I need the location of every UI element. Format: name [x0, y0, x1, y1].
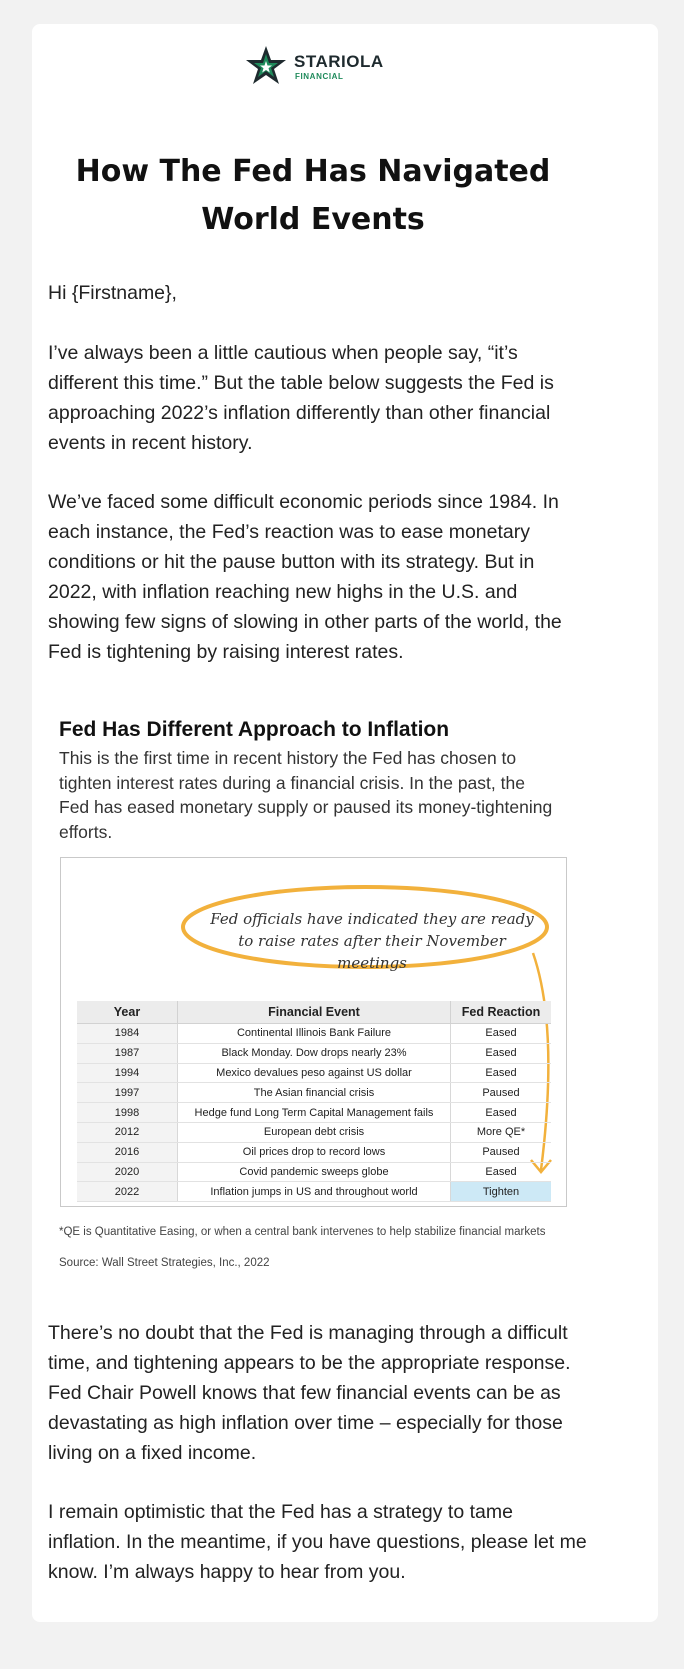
events-table	[77, 1001, 551, 1202]
col-year: Year	[77, 1001, 178, 1024]
col-event: Financial Event	[178, 1001, 451, 1024]
table-row	[77, 1063, 551, 1083]
cell-event: European debt crisis	[178, 1122, 451, 1142]
cell-year: 1998	[77, 1103, 178, 1123]
table-row	[77, 1043, 551, 1063]
cell-year: 2020	[77, 1162, 178, 1182]
greeting: Hi {Firstname},	[48, 282, 177, 304]
col-reaction: Fed Reaction	[451, 1001, 552, 1024]
cell-reaction: More QE*	[451, 1122, 552, 1142]
table-row	[77, 1122, 551, 1142]
cell-reaction: Eased	[451, 1162, 552, 1182]
paragraph-closing: I remain optimistic that the Fed has a strategy to tame inflation. In the meantime, if you have questions, please let me know. I’m always happy to hear from you.	[48, 1501, 587, 1583]
paragraph-history: We’ve faced some difficult economic periods since 1984. In each instance, the Fed’s reaction was to ease monetary conditions or hit the pause button with its strategy. But in 2022, with inflation reaching new highs in the U.S. and showing few signs of slowing in other parts of the world, the Fed is tightening by raising interest rates.	[48, 491, 562, 663]
cell-year: 2012	[77, 1122, 178, 1142]
figure-panel	[60, 857, 567, 1207]
cell-event: Inflation jumps in US and throughout world	[178, 1182, 451, 1202]
callout-text: Fed officials have indicated they are ready to raise rates after their November meetings	[210, 910, 534, 972]
figure-footnote: *QE is Quantitative Easing, or when a central bank intervenes to help stabilize financial markets	[59, 1226, 546, 1238]
table-row	[77, 1142, 551, 1162]
cell-event: Covid pandemic sweeps globe	[178, 1162, 451, 1182]
cell-reaction: Eased	[451, 1103, 552, 1123]
paragraph-intro: I’ve always been a little cautious when people say, “it’s different this time.” But the table below suggests the Fed is approaching 2022’s inflation differently than other financial events in recent history.	[48, 342, 554, 454]
brand-subtitle: FINANCIAL	[295, 72, 344, 81]
cell-year: 2022	[77, 1182, 178, 1202]
figure-subtitle: This is the first time in recent history the Fed has chosen to tighten interest rates during a financial crisis. In the past, the Fed has eased monetary supply or paused its money-tightening efforts.	[59, 748, 553, 842]
cell-event: Mexico devalues peso against US dollar	[178, 1063, 451, 1083]
cell-event: Continental Illinois Bank Failure	[178, 1024, 451, 1044]
cell-year: 2016	[77, 1142, 178, 1162]
cell-event: Black Monday. Dow drops nearly 23%	[178, 1043, 451, 1063]
table-row	[77, 1182, 551, 1202]
brand-name: STARIOLA	[294, 52, 384, 71]
brand-logo	[244, 44, 444, 88]
email-title: How The Fed Has Navigated World Events	[75, 154, 551, 237]
paragraph-outlook: There’s no doubt that the Fed is managing through a difficult time, and tightening appears to be the appropriate response. Fed Chair Powell knows that few financial events can be as devastating as high inflation over time – especially for those living on a fixed income.	[48, 1322, 571, 1464]
cell-reaction: Paused	[451, 1142, 552, 1162]
table-row	[77, 1162, 551, 1182]
cell-reaction: Eased	[451, 1063, 552, 1083]
cell-reaction: Eased	[451, 1024, 552, 1044]
table-row	[77, 1083, 551, 1103]
cell-year: 1987	[77, 1043, 178, 1063]
table-row	[77, 1024, 551, 1044]
cell-year: 1994	[77, 1063, 178, 1083]
cell-event: The Asian financial crisis	[178, 1083, 451, 1103]
table-row	[77, 1103, 551, 1123]
cell-event: Oil prices drop to record lows	[178, 1142, 451, 1162]
star-logo-icon	[244, 44, 288, 88]
cell-year: 1984	[77, 1024, 178, 1044]
cell-event: Hedge fund Long Term Capital Management fails	[178, 1103, 451, 1123]
cell-reaction: Paused	[451, 1083, 552, 1103]
cell-year: 1997	[77, 1083, 178, 1103]
table-header-row	[77, 1001, 551, 1024]
cell-reaction: Eased	[451, 1043, 552, 1063]
figure-title: Fed Has Different Approach to Inflation	[59, 718, 450, 741]
figure-source: Source: Wall Street Strategies, Inc., 2022	[59, 1257, 270, 1269]
cell-reaction-highlight: Tighten	[451, 1182, 552, 1202]
